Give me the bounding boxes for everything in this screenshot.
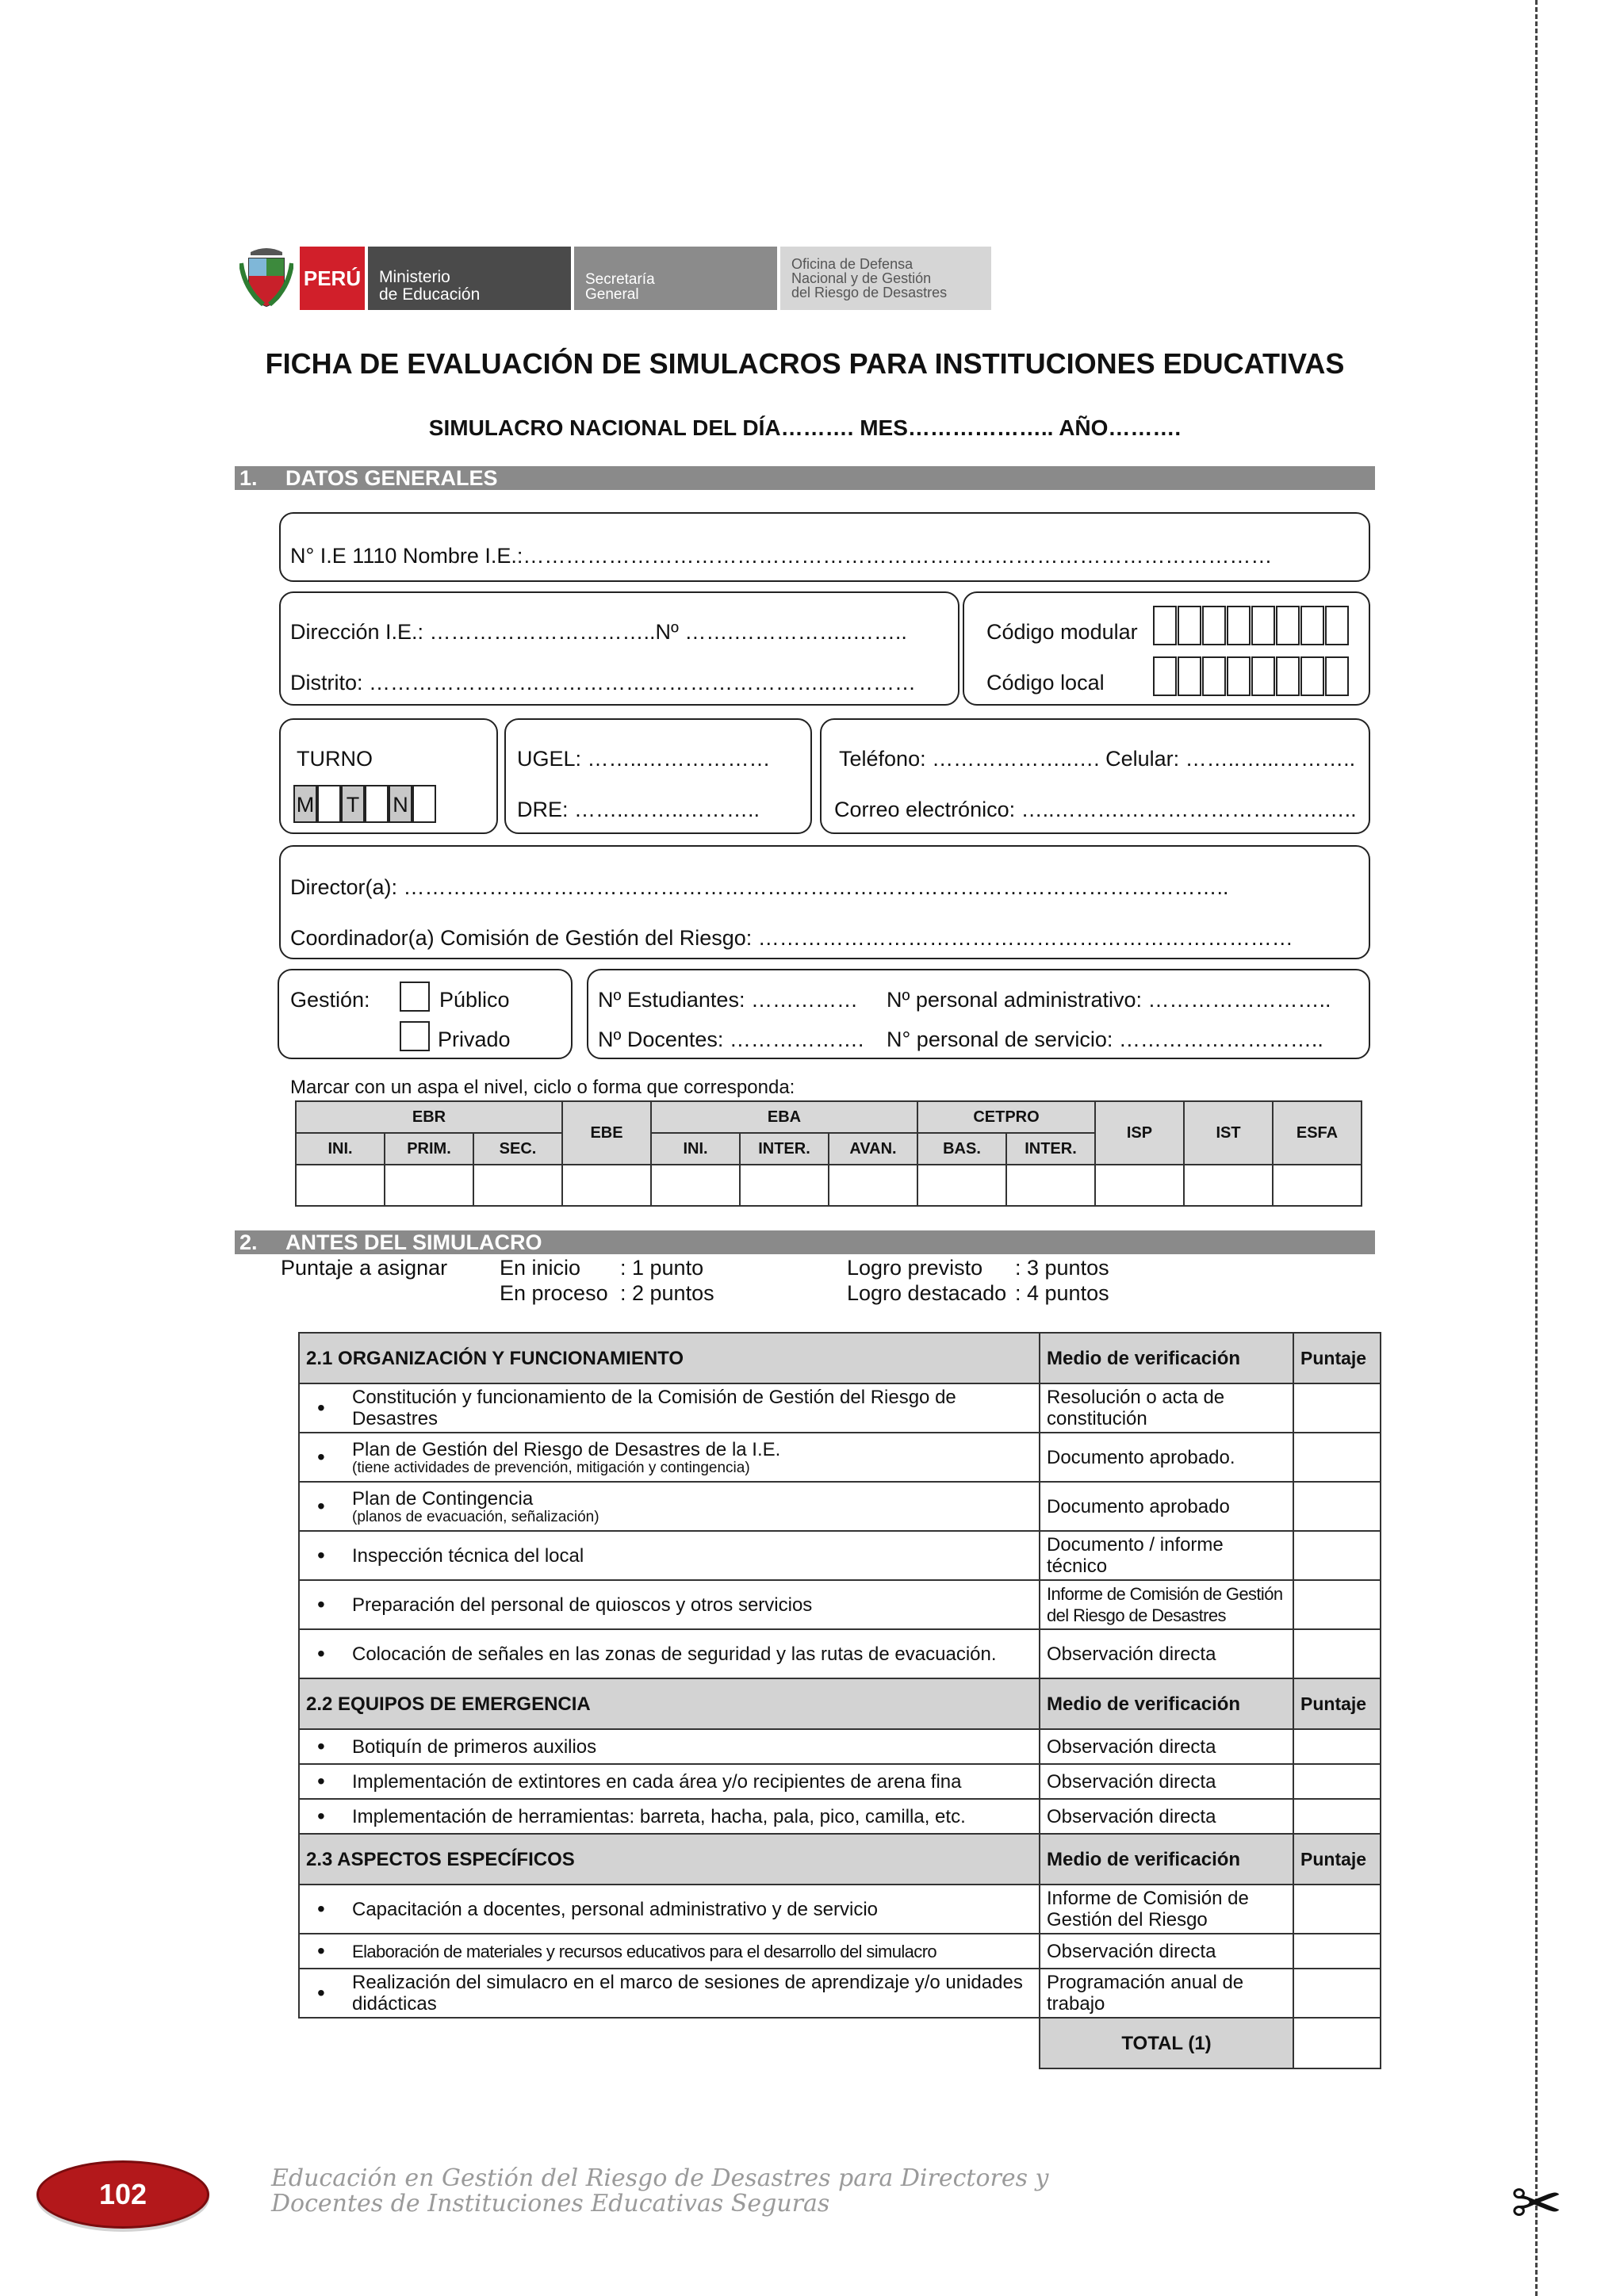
- level-mark-cell[interactable]: [385, 1165, 473, 1206]
- medio-header: Medio de verificación: [1040, 1678, 1293, 1729]
- puntaje-cell[interactable]: [1293, 1885, 1381, 1934]
- level-mark-cell[interactable]: [1095, 1165, 1184, 1206]
- medio-cell: Programación anual de trabajo: [1040, 1969, 1293, 2018]
- puntaje-cell[interactable]: [1293, 1531, 1381, 1580]
- turno-t-check[interactable]: [365, 785, 389, 823]
- level-mark-cell[interactable]: [651, 1165, 740, 1206]
- personal-admin-field[interactable]: Nº personal administrativo: ……………………..: [887, 988, 1331, 1012]
- level-mark-cell[interactable]: [473, 1165, 562, 1206]
- puntaje-cell[interactable]: [1293, 1433, 1381, 1482]
- turno-t[interactable]: T: [341, 785, 365, 823]
- group-2-3-title: 2.3 ASPECTOS ESPECÍFICOS: [299, 1834, 1040, 1885]
- medio-cell: Observación directa: [1040, 1729, 1293, 1764]
- codigo-local-label: Código local: [986, 671, 1105, 695]
- table-row-item: • Constitución y funcionamiento de la Comisión de Gestión del Riesgo de Desastres: [299, 1383, 1040, 1433]
- section-2-header: 2. ANTES DEL SIMULACRO: [235, 1230, 1375, 1254]
- puntaje-header: Puntaje: [1293, 1834, 1381, 1885]
- medio-cell: Observación directa: [1040, 1629, 1293, 1678]
- privado-checkbox[interactable]: [400, 1021, 430, 1051]
- coat-of-arms-icon: [239, 247, 293, 309]
- table-row-item: • Plan de Contingencia (planos de evacuación, señalización): [299, 1482, 1040, 1531]
- puntaje-header: Puntaje: [1293, 1333, 1381, 1383]
- table-row-item: • Botiquín de primeros auxilios: [299, 1729, 1040, 1764]
- ugel-field[interactable]: UGEL: ……..………………: [517, 747, 771, 771]
- privado-label: Privado: [438, 1027, 511, 1051]
- codigo-modular-label: Código modular: [986, 620, 1138, 644]
- level-sub-header: INI.: [296, 1133, 385, 1165]
- puntaje-cell[interactable]: [1293, 1764, 1381, 1799]
- publico-checkbox[interactable]: [400, 982, 430, 1012]
- personal-servicio-field[interactable]: N° personal de servicio: ………………………..: [887, 1027, 1323, 1051]
- en-inicio-points: : 1 punto: [620, 1256, 704, 1280]
- oficina-logo: Oficina de Defensa Nacional y de Gestión del Riesgo de Desastres: [780, 247, 991, 310]
- coordinador-field[interactable]: Coordinador(a) Comisión de Gestión del Riesgo: …………………………………………………………………: [290, 926, 1293, 950]
- director-field[interactable]: Director(a): ……………………………………………………………………………………………………..: [290, 875, 1229, 899]
- level-sub-header: AVAN.: [829, 1133, 917, 1165]
- medio-cell: Resolución o acta de constitución: [1040, 1383, 1293, 1433]
- en-proceso-points: : 2 puntos: [620, 1281, 714, 1305]
- level-sub-header: INTER.: [1006, 1133, 1095, 1165]
- puntaje-cell[interactable]: [1293, 1934, 1381, 1969]
- logro-previsto-points: : 3 puntos: [1015, 1256, 1109, 1280]
- ist-header: IST: [1184, 1101, 1273, 1165]
- page-title: FICHA DE EVALUACIÓN DE SIMULACROS PARA INSTITUCIONES EDUCATIVAS: [265, 347, 1345, 380]
- ministerio-logo: Ministerio de Educación: [368, 247, 571, 310]
- cetpro-header: CETPRO: [917, 1101, 1095, 1133]
- puntaje-header: Puntaje: [1293, 1678, 1381, 1729]
- turno-m-check[interactable]: [317, 785, 341, 823]
- turno-label: TURNO: [297, 747, 373, 771]
- turno-n[interactable]: N: [389, 785, 412, 823]
- footer-text: Educación en Gestión del Riesgo de Desastres para Directores y Docentes de Instituciones Educativas Seguras: [271, 2164, 1049, 2218]
- total-label: TOTAL (1): [1040, 2018, 1293, 2068]
- table-row-item: • Colocación de señales en las zonas de seguridad y las rutas de evacuación.: [299, 1629, 1040, 1678]
- correo-field[interactable]: Correo electrónico: …..……….……………………….…..: [834, 798, 1357, 821]
- ie-name-field[interactable]: N° I.E 1110 Nombre I.E.:……………………………………………………………………………………………: [290, 544, 1273, 568]
- isp-header: ISP: [1095, 1101, 1184, 1165]
- medio-cell: Observación directa: [1040, 1934, 1293, 1969]
- peru-logo: PERÚ: [300, 247, 365, 310]
- level-mark-cell[interactable]: [829, 1165, 917, 1206]
- puntaje-cell[interactable]: [1293, 1729, 1381, 1764]
- table-row-item: • Implementación de extintores en cada área y/o recipientes de arena fina: [299, 1764, 1040, 1799]
- puntaje-cell[interactable]: [1293, 1629, 1381, 1678]
- puntaje-cell[interactable]: [1293, 1799, 1381, 1834]
- telefono-field[interactable]: Teléfono: ………………..…. Celular: ……..…...………..: [839, 747, 1356, 771]
- table-row-item: • Preparación del personal de quioscos y otros servicios: [299, 1580, 1040, 1629]
- cut-line: [1535, 0, 1538, 2296]
- logro-previsto-label: Logro previsto: [847, 1256, 983, 1280]
- puntaje-cell[interactable]: [1293, 1482, 1381, 1531]
- dre-field[interactable]: DRE: ……..……..………..: [517, 798, 760, 821]
- direccion-field[interactable]: Dirección I.E.: …………………………..Nº …….……………..……..: [290, 620, 907, 644]
- medio-header: Medio de verificación: [1040, 1333, 1293, 1383]
- level-mark-cell[interactable]: [296, 1165, 385, 1206]
- logro-destacado-points: : 4 puntos: [1015, 1281, 1109, 1305]
- docentes-field[interactable]: Nº Docentes: ……………….: [598, 1027, 864, 1051]
- puntaje-cell[interactable]: [1293, 1383, 1381, 1433]
- medio-cell: Documento aprobado.: [1040, 1433, 1293, 1482]
- medio-cell: Documento / informe técnico: [1040, 1531, 1293, 1580]
- medio-cell: Observación directa: [1040, 1799, 1293, 1834]
- scissors-icon: ✂: [1511, 2168, 1563, 2240]
- level-sub-header: BAS.: [917, 1133, 1006, 1165]
- turno-n-check[interactable]: [412, 785, 436, 823]
- page-number: 102: [36, 2160, 209, 2229]
- puntaje-cell[interactable]: [1293, 1580, 1381, 1629]
- eba-header: EBA: [651, 1101, 917, 1133]
- level-table: [295, 1100, 1362, 1207]
- en-proceso-label: En proceso: [500, 1281, 608, 1305]
- level-sub-header: SEC.: [473, 1133, 562, 1165]
- level-mark-cell[interactable]: [562, 1165, 651, 1206]
- medio-cell: Observación directa: [1040, 1764, 1293, 1799]
- table-row-item: • Capacitación a docentes, personal administrativo y de servicio: [299, 1885, 1040, 1934]
- publico-label: Público: [439, 988, 510, 1012]
- total-value-cell[interactable]: [1293, 2018, 1381, 2068]
- esfa-header: ESFA: [1273, 1101, 1362, 1165]
- turno-m[interactable]: M: [293, 785, 317, 823]
- codigo-local-cells[interactable]: [1153, 656, 1350, 696]
- distrito-field[interactable]: Distrito: ………………………………………………………..…………: [290, 671, 917, 695]
- evaluation-table: [298, 1332, 1381, 2069]
- total-spacer: [299, 2018, 1040, 2068]
- section-1-header: 1. DATOS GENERALES: [235, 466, 1375, 490]
- level-sub-header: INTER.: [740, 1133, 829, 1165]
- level-mark-cell[interactable]: [1006, 1165, 1095, 1206]
- medio-cell: Documento aprobado: [1040, 1482, 1293, 1531]
- marcar-instruction: Marcar con un aspa el nivel, ciclo o forma que corresponda:: [290, 1077, 795, 1098]
- group-2-2-title: 2.2 EQUIPOS DE EMERGENCIA: [299, 1678, 1040, 1729]
- puntaje-label: Puntaje a asignar: [281, 1256, 448, 1280]
- logro-destacado-label: Logro destacado: [847, 1281, 1007, 1305]
- table-row-item: • Realización del simulacro en el marco de sesiones de aprendizaje y/o unidades didácticas: [299, 1969, 1040, 2018]
- level-mark-cell[interactable]: [1184, 1165, 1273, 1206]
- medio-cell: Informe de Comisión de Gestión del Riesgo de Desastres: [1040, 1580, 1293, 1629]
- table-row-item: • Elaboración de materiales y recursos educativos para el desarrollo del simulacro: [299, 1934, 1040, 1969]
- subtitle-date-line[interactable]: SIMULACRO NACIONAL DEL DÍA………. MES……………….. AÑO……….: [428, 415, 1182, 440]
- level-sub-header: INI.: [651, 1133, 740, 1165]
- table-row-item: • Implementación de herramientas: barreta, hacha, pala, pico, camilla, etc.: [299, 1799, 1040, 1834]
- estudiantes-field[interactable]: Nº Estudiantes: ……………: [598, 988, 858, 1012]
- secretaria-logo: Secretaría General: [574, 247, 777, 310]
- group-2-1-title: 2.1 ORGANIZACIÓN Y FUNCIONAMIENTO: [299, 1333, 1040, 1383]
- table-row-item: • Plan de Gestión del Riesgo de Desastres de la I.E. (tiene actividades de prevención, mitigación y contingencia): [299, 1433, 1040, 1482]
- level-mark-cell[interactable]: [917, 1165, 1006, 1206]
- gestion-label: Gestión:: [290, 988, 370, 1012]
- medio-cell: Informe de Comisión de Gestión del Riesgo: [1040, 1885, 1293, 1934]
- ebe-header: EBE: [562, 1101, 651, 1165]
- turno-cells[interactable]: [293, 785, 436, 823]
- puntaje-cell[interactable]: [1293, 1969, 1381, 2018]
- table-row-item: • Inspección técnica del local: [299, 1531, 1040, 1580]
- en-inicio-label: En inicio: [500, 1256, 581, 1280]
- medio-header: Medio de verificación: [1040, 1834, 1293, 1885]
- ebr-header: EBR: [296, 1101, 562, 1133]
- level-sub-header: PRIM.: [385, 1133, 473, 1165]
- level-mark-cell[interactable]: [1273, 1165, 1362, 1206]
- codigo-modular-cells[interactable]: [1153, 606, 1350, 645]
- level-mark-cell[interactable]: [740, 1165, 829, 1206]
